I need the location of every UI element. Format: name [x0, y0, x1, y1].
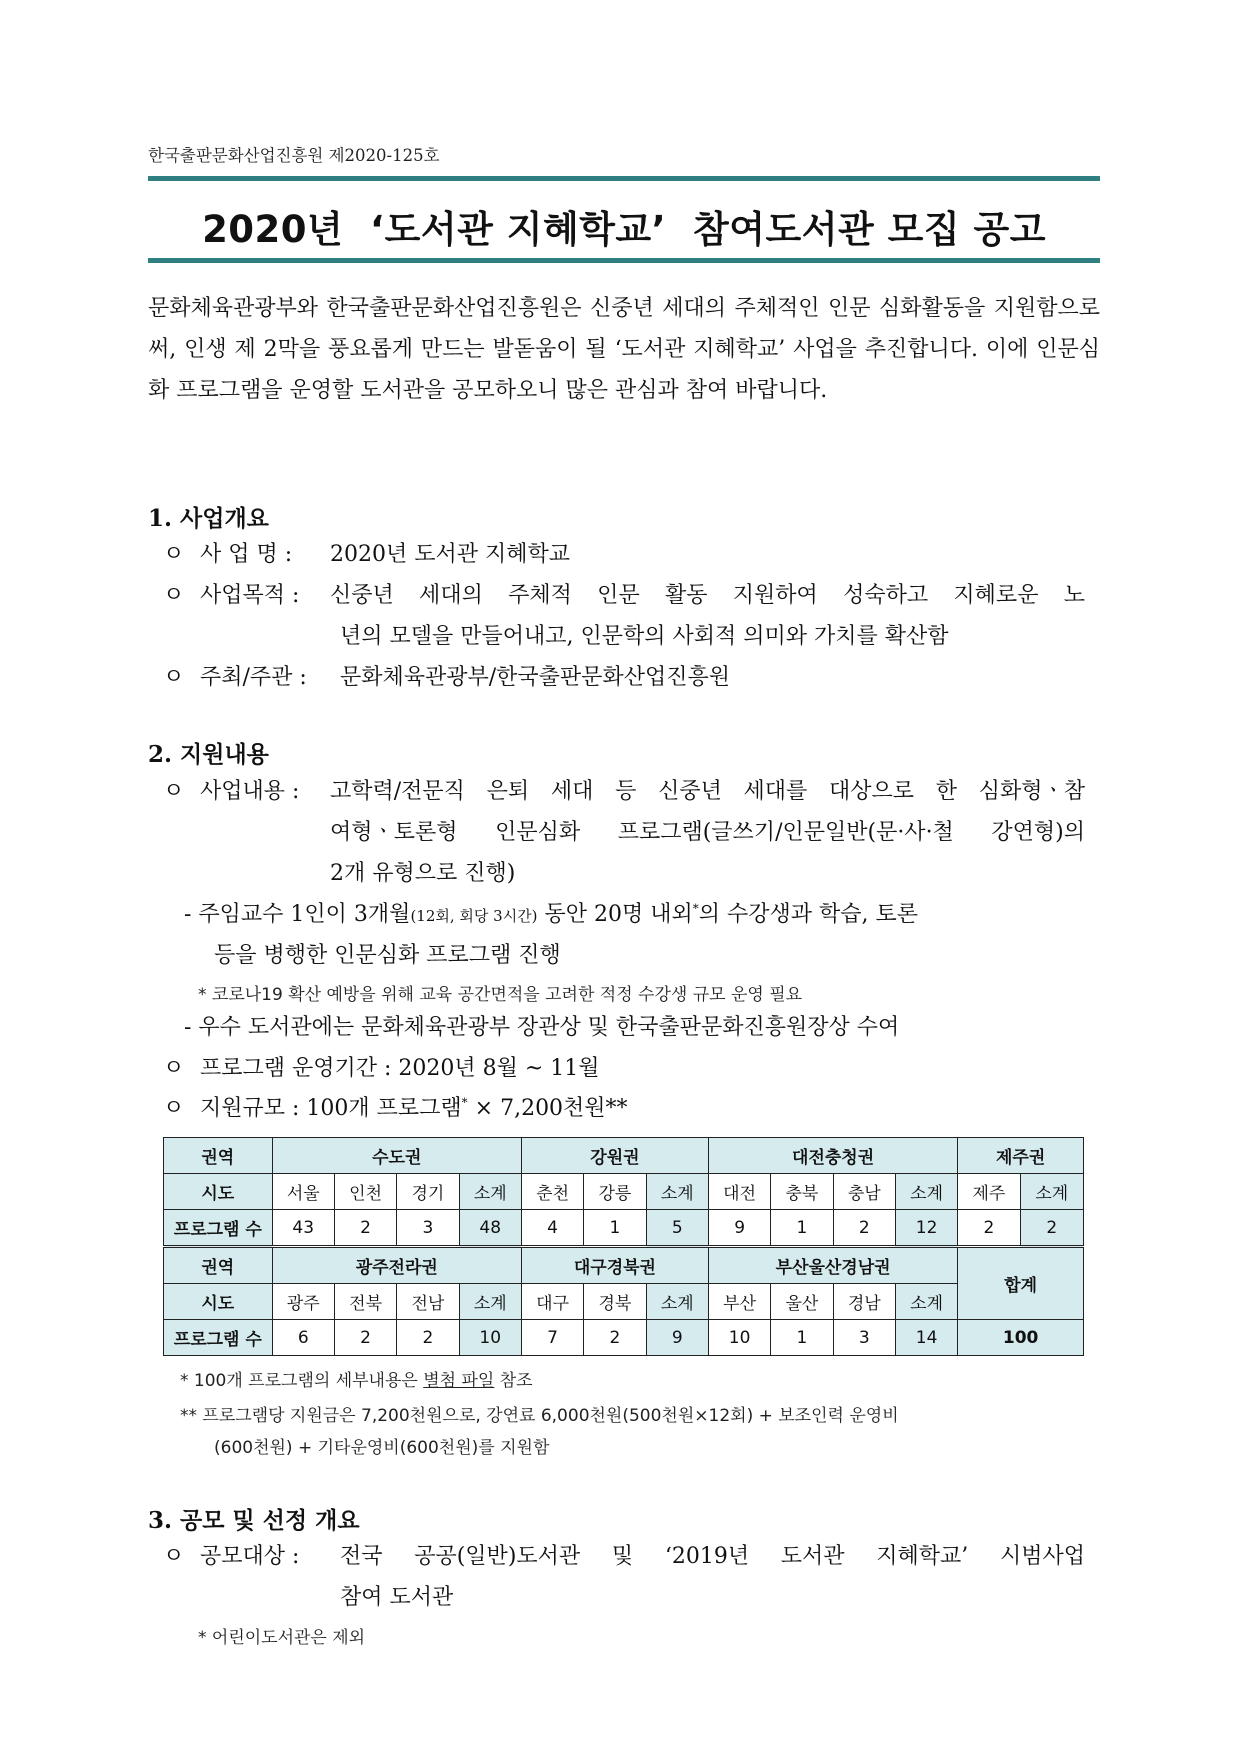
organizer-label: 주최/주관 :	[200, 665, 307, 690]
bullet-mark: ㅇ	[163, 542, 185, 567]
project-purpose-line2: 년의 모델을 만들어내고, 인문학의 사회적 의미와 가치를 확산함	[340, 624, 949, 649]
document-number: 한국출판문화산업진흥원 제2020-125호	[148, 146, 440, 165]
city-header: 시도	[164, 1174, 273, 1210]
city-cell: 제주	[958, 1174, 1020, 1210]
subtotal-cell: 소계	[1020, 1174, 1083, 1210]
subtotal-cell: 소계	[895, 1174, 957, 1210]
budget-note-line2: (600천원) + 기타운영비(600천원)를 지원함	[214, 1438, 550, 1458]
city-cell: 충남	[833, 1174, 895, 1210]
city-cell: 경북	[584, 1284, 646, 1320]
program-content-label: 사업내용 :	[200, 779, 300, 804]
target-label: 공모대상 :	[200, 1544, 300, 1569]
bullet-mark: ㅇ	[163, 1056, 185, 1081]
section-1-heading: 1. 사업개요	[148, 505, 269, 532]
count-cell: 7	[521, 1320, 583, 1356]
table-row	[164, 1320, 1084, 1356]
attachment-link[interactable]: 별첨 파일	[423, 1371, 495, 1391]
city-cell: 전북	[334, 1284, 396, 1320]
city-cell: 부산	[708, 1284, 770, 1320]
bullet-mark: ㅇ	[163, 1544, 185, 1569]
region-cell: 부산울산경남권	[708, 1247, 957, 1284]
children-library-note: * 어린이도서관은 제외	[198, 1628, 366, 1648]
operation-period: 프로그램 운영기간 : 2020년 8월 ~ 11월	[200, 1056, 600, 1081]
project-name-label: 사 업 명 :	[200, 542, 293, 567]
subtotal-count-cell: 48	[459, 1210, 521, 1247]
program-content-line3: 2개 유형으로 진행)	[330, 861, 516, 886]
subtotal-count-cell: 12	[895, 1210, 957, 1247]
count-cell: 1	[584, 1210, 646, 1247]
city-cell: 대전	[708, 1174, 770, 1210]
title-top-rule	[148, 176, 1100, 181]
corona-note: * 코로나19 확산 예방을 위해 교육 공간면적을 고려한 적정 수강생 규모 운영 필요	[198, 985, 803, 1005]
count-cell: 6	[272, 1320, 334, 1356]
count-cell: 43	[272, 1210, 334, 1247]
table-row	[164, 1138, 1084, 1174]
subtotal-count-cell: 14	[895, 1320, 957, 1356]
count-cell: 9	[708, 1210, 770, 1247]
total-value: 100	[958, 1320, 1084, 1356]
support-scale: 지원규모 : 100개 프로그램* × 7,200천원**	[200, 1095, 628, 1121]
table-row	[164, 1210, 1084, 1247]
region-header: 권역	[164, 1247, 273, 1284]
subtotal-cell: 소계	[646, 1174, 708, 1210]
target-line2: 참여 도서관	[340, 1585, 454, 1610]
count-cell: 1	[771, 1320, 833, 1356]
section-3-heading: 3. 공모 및 선정 개요	[148, 1507, 360, 1534]
subtotal-cell: 소계	[459, 1284, 521, 1320]
region-cell: 대구경북권	[521, 1247, 708, 1284]
subtotal-count-cell: 5	[646, 1210, 708, 1247]
program-content-line1: 고학력/전문직 은퇴 세대 등 신중년 세대를 대상으로 한 심화형ㆍ참	[330, 779, 1085, 804]
region-cell: 제주권	[958, 1138, 1084, 1174]
city-cell: 강릉	[584, 1174, 646, 1210]
bullet-mark: ㅇ	[163, 665, 185, 690]
count-cell: 10	[708, 1320, 770, 1356]
program-content-line2: 여형ㆍ토론형 인문심화 프로그램(글쓰기/인문일반(문·사·철 강연형)의	[330, 820, 1085, 845]
section-2-heading: 2. 지원내용	[148, 741, 269, 768]
subtotal-cell: 소계	[459, 1174, 521, 1210]
table-row	[164, 1284, 1084, 1320]
region-cell: 강원권	[521, 1138, 708, 1174]
bullet-mark: ㅇ	[163, 779, 185, 804]
city-cell: 충북	[771, 1174, 833, 1210]
organizer-value: 문화체육관광부/한국출판문화산업진흥원	[340, 665, 730, 690]
subtotal-cell: 소계	[646, 1284, 708, 1320]
subtotal-count-cell: 10	[459, 1320, 521, 1356]
count-cell: 2	[833, 1210, 895, 1247]
city-cell: 인천	[334, 1174, 396, 1210]
subtotal-cell: 소계	[895, 1284, 957, 1320]
table-row	[164, 1174, 1084, 1210]
professor-detail-line1: - 주임교수 1인이 3개월(12회, 회당 3시간) 동안 20명 내외*의 수강생과 학습, 토론	[184, 901, 919, 927]
intro-paragraph: 문화체육관광부와 한국출판문화산업진흥원은 신중년 세대의 주체적인 인문 심화활동을 지원함으로써, 인생 제 2막을 풍요롭게 만드는 발돋움이 될 ‘도서관 지혜학교’ 사업을 추진합니다. 이에 인문심화 프로그램을 운영할 도서관을 공모하오니 많은 관심과 참여 바랍니다.	[148, 296, 1100, 403]
program-allocation-table	[163, 1137, 1084, 1356]
city-cell: 울산	[771, 1284, 833, 1320]
count-cell: 3	[397, 1210, 459, 1247]
table-row	[164, 1247, 1084, 1284]
total-header: 합계	[958, 1247, 1084, 1320]
project-purpose-line1: 신중년 세대의 주체적 인문 활동 지원하여 성숙하고 지혜로운 노	[330, 583, 1085, 608]
bullet-mark: ㅇ	[163, 583, 185, 608]
region-cell: 수도권	[272, 1138, 521, 1174]
count-cell: 2	[958, 1210, 1020, 1247]
city-cell: 경기	[397, 1174, 459, 1210]
subtotal-count-cell: 2	[1020, 1210, 1083, 1247]
city-cell: 서울	[272, 1174, 334, 1210]
city-cell: 경남	[833, 1284, 895, 1320]
bullet-mark: ㅇ	[163, 1096, 185, 1121]
count-cell: 1	[771, 1210, 833, 1247]
city-cell: 대구	[521, 1284, 583, 1320]
target-line1: 전국 공공(일반)도서관 및 ‘2019년 도서관 지혜학교’ 시범사업	[340, 1544, 1085, 1569]
title-bottom-rule	[148, 258, 1100, 263]
region-cell: 대전충청권	[708, 1138, 957, 1174]
count-cell: 2	[334, 1320, 396, 1356]
count-cell: 2	[334, 1210, 396, 1247]
professor-detail-line2: 등을 병행한 인문심화 프로그램 진행	[214, 943, 561, 968]
count-cell: 2	[584, 1320, 646, 1356]
city-header: 시도	[164, 1284, 273, 1320]
city-cell: 춘천	[521, 1174, 583, 1210]
region-header: 권역	[164, 1138, 273, 1174]
attachment-note: * 100개 프로그램의 세부내용은 별첨 파일 참조	[180, 1371, 533, 1391]
page-title: 2020년 ‘도서관 지혜학교’ 참여도서관 모집 공고	[202, 208, 1046, 251]
subtotal-count-cell: 9	[646, 1320, 708, 1356]
count-header: 프로그램 수	[164, 1210, 273, 1247]
project-name-value: 2020년 도서관 지혜학교	[330, 542, 570, 567]
count-cell: 3	[833, 1320, 895, 1356]
count-cell: 4	[521, 1210, 583, 1247]
city-cell: 전남	[397, 1284, 459, 1320]
region-cell: 광주전라권	[272, 1247, 521, 1284]
budget-note-line1: ** 프로그램당 지원금은 7,200천원으로, 강연료 6,000천원(500천원×12회) + 보조인력 운영비	[180, 1406, 899, 1426]
city-cell: 광주	[272, 1284, 334, 1320]
project-purpose-label: 사업목적 :	[200, 583, 300, 608]
award-detail: - 우수 도서관에는 문화체육관광부 장관상 및 한국출판문화진흥원장상 수여	[184, 1015, 900, 1040]
count-header: 프로그램 수	[164, 1320, 273, 1356]
count-cell: 2	[397, 1320, 459, 1356]
